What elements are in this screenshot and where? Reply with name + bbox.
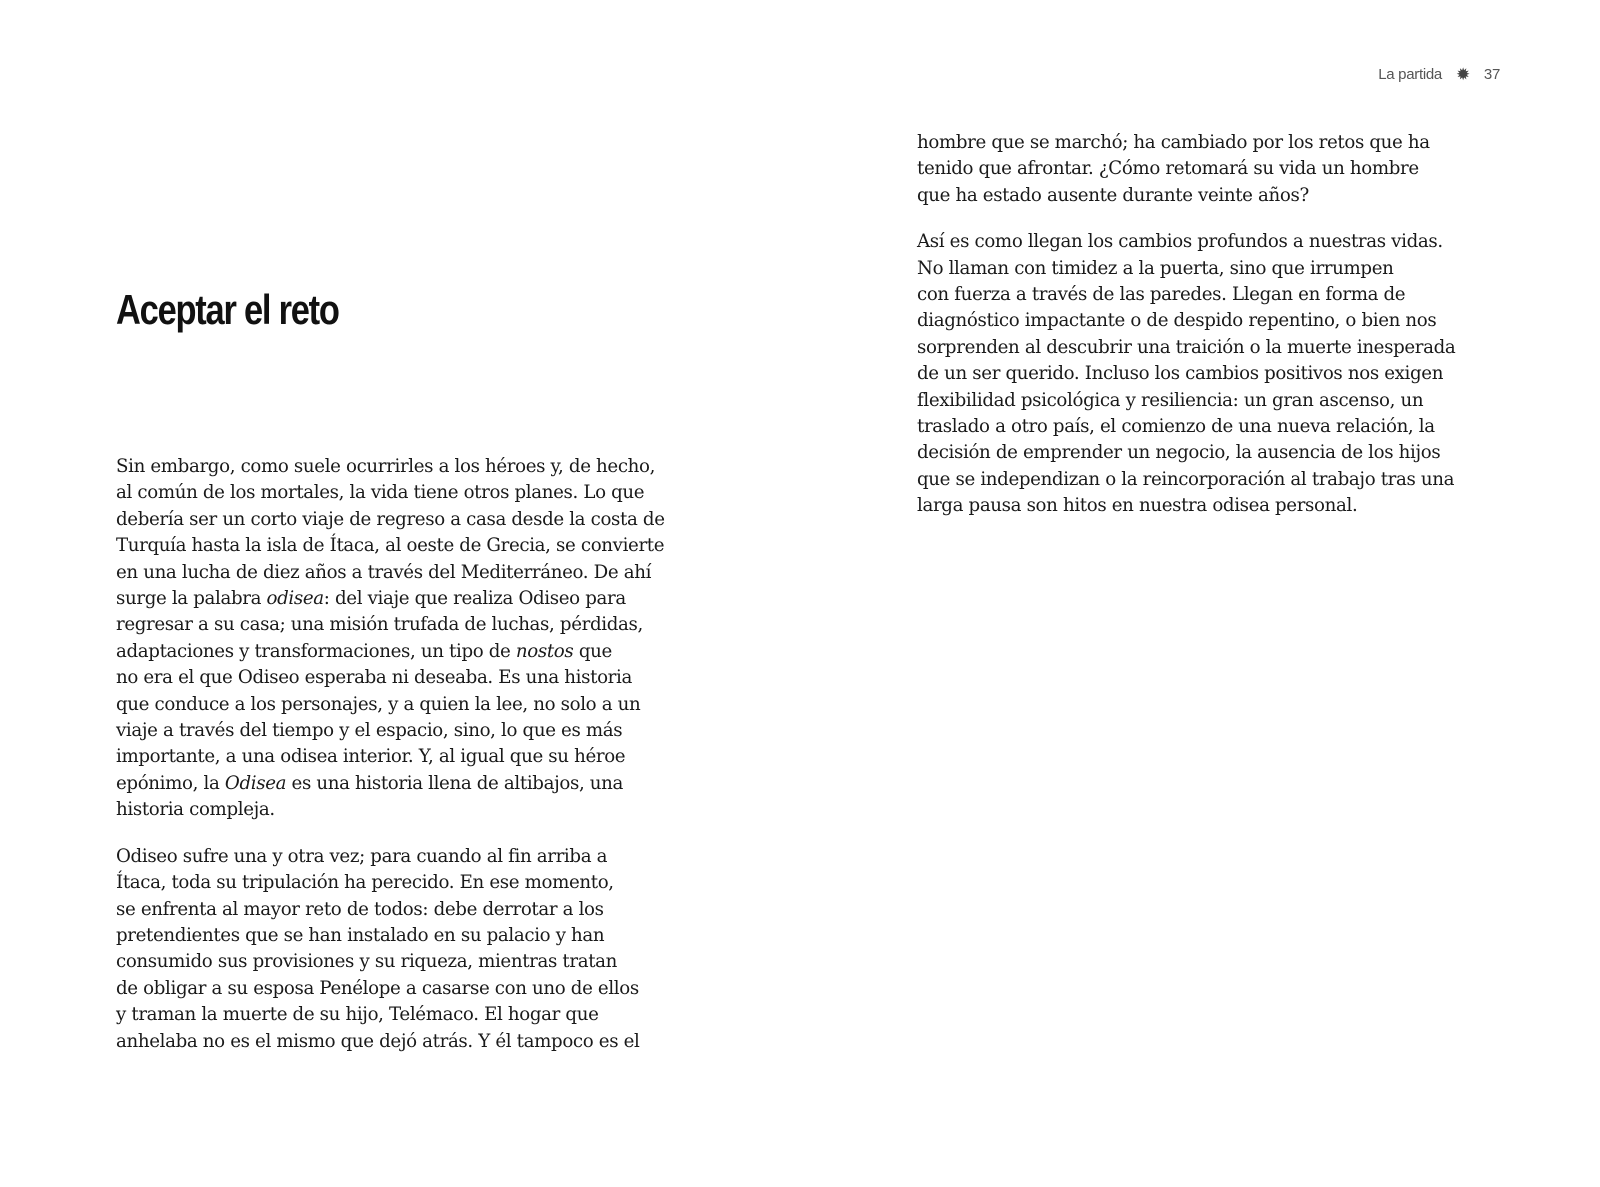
text-line: No llaman con timidez a la puerta, sino que irrumpen — [917, 257, 1394, 279]
text-fragment: epónimo, la — [116, 772, 225, 794]
text-fragment: surge la palabra — [116, 588, 267, 610]
text-line: de un ser querido. Incluso los cambios positivos nos exigen — [917, 363, 1444, 385]
left-body-text — [116, 454, 696, 1075]
italic-title-odisea: Odisea — [224, 772, 287, 794]
italic-term-nostos: nostos — [515, 640, 574, 662]
text-line — [116, 586, 696, 612]
text-line: debería ser un corto viaje de regreso a casa desde la costa de — [116, 508, 665, 530]
text-line: larga pausa son hitos en nuestra odisea personal. — [917, 495, 1358, 517]
text-line: que se independizan o la reincorporación al trabajo tras una — [917, 468, 1455, 490]
text-line: consumido sus provisiones y su riqueza, mientras tratan — [116, 951, 618, 973]
text-line: Ítaca, toda su tripulación ha perecido. En ese momento, — [116, 872, 614, 894]
text-line — [116, 639, 696, 665]
text-line: con fuerza a través de las paredes. Llegan en forma de — [917, 284, 1406, 306]
text-fragment: adaptaciones y transformaciones, un tipo de — [116, 640, 516, 662]
text-line: que ha estado ausente durante veinte años? — [917, 184, 1309, 206]
text-line: Turquía hasta la isla de Ítaca, al oeste de Grecia, se convierte — [116, 535, 665, 557]
text-fragment: que — [573, 640, 612, 662]
right-body-text — [917, 130, 1497, 540]
text-line: pretendientes que se han instalado en su palacio y han — [116, 924, 605, 946]
text-line: flexibilidad psicológica y resiliencia: un gran ascenso, un — [917, 389, 1424, 411]
text-line: de obligar a su esposa Penélope a casarse con uno de ellos — [116, 977, 639, 999]
text-line: en una lucha de diez años a través del Mediterráneo. De ahí — [116, 561, 652, 583]
text-line: tenido que afrontar. ¿Cómo retomará su vida un hombre — [917, 158, 1419, 180]
text-fragment: : del viaje que realiza Odiseo para — [323, 588, 626, 610]
left-paragraph-1 — [116, 454, 696, 824]
page-number: 37 — [1483, 66, 1500, 83]
running-header — [1378, 66, 1500, 83]
text-line: diagnóstico impactante o de despido repentino, o bien nos — [917, 310, 1437, 332]
right-paragraph-2 — [917, 229, 1497, 519]
italic-term-odisea: odisea — [266, 588, 324, 610]
text-line: Sin embargo, como suele ocurrirles a los héroes y, de hecho, — [116, 456, 656, 477]
section-title: La partida — [1378, 66, 1442, 83]
text-line: hombre que se marchó; ha cambiado por los retos que ha — [917, 132, 1430, 153]
text-line: anhelaba no es el mismo que dejó atrás. Y él tampoco es el — [116, 1030, 640, 1052]
text-fragment: es una historia llena de altibajos, una — [286, 772, 624, 794]
chapter-title: Aceptar el reto — [116, 286, 339, 333]
text-line: al común de los mortales, la vida tiene otros planes. Lo que — [116, 482, 645, 504]
right-paragraph-1 — [917, 130, 1497, 209]
text-line: sorprenden al descubrir una traición o la muerte inesperada — [917, 336, 1456, 358]
text-line: regresar a su casa; una misión trufada de luchas, pérdidas, — [116, 614, 643, 636]
right-page — [800, 0, 1600, 1187]
text-line: historia compleja. — [116, 799, 275, 821]
text-line: que conduce a los personajes, y a quien la lee, no solo a un — [116, 693, 641, 715]
text-line: importante, a una odisea interior. Y, al igual que su héroe — [116, 746, 626, 768]
text-line: traslado a otro país, el comienzo de una nueva relación, la — [917, 416, 1435, 438]
left-paragraph-2 — [116, 844, 696, 1055]
text-line: se enfrenta al mayor reto de todos: debe derrotar a los — [116, 898, 604, 920]
text-line: viaje a través del tiempo y el espacio, sino, lo que es más — [116, 720, 623, 742]
text-line: Así es como llegan los cambios profundos a nuestras vidas. — [917, 231, 1443, 253]
text-line: decisión de emprender un negocio, la ausencia de los hijos — [917, 442, 1441, 464]
text-line: y traman la muerte de su hijo, Telémaco. El hogar que — [116, 1004, 599, 1026]
text-line: Odiseo sufre una y otra vez; para cuando al fin arriba a — [116, 845, 608, 867]
star-ornament-icon: ✹ — [1455, 65, 1470, 84]
text-line — [116, 771, 696, 797]
text-line: no era el que Odiseo esperaba ni deseaba. Es una historia — [116, 667, 632, 689]
